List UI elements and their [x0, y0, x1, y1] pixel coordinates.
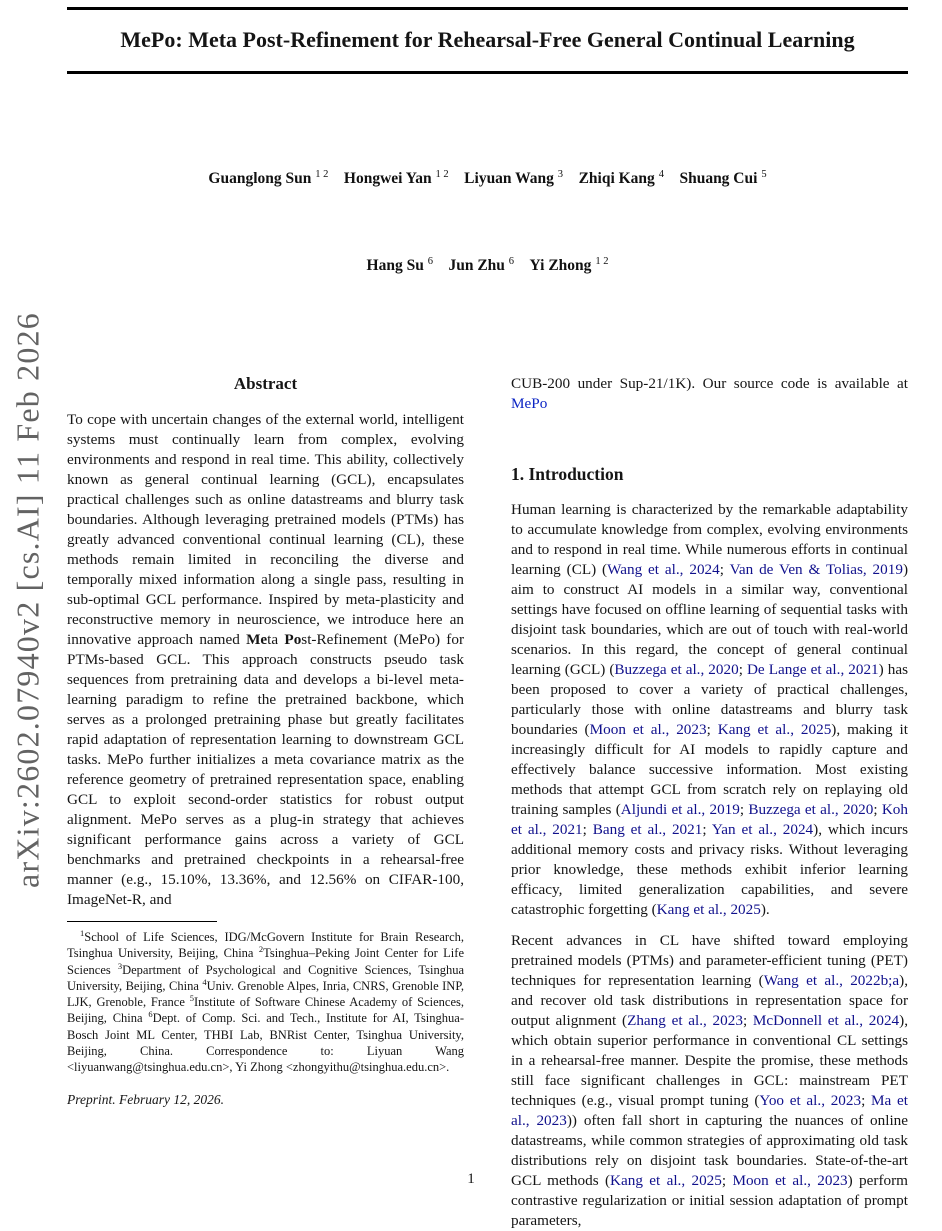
text-segment: ), which obtain superior performance in conventional CL settings in a rehearsal-free manner. Despite the promise, these methods still face significant challenges in GCL: mainstream PET techniques (e.g., visual prompt tuning ( — [511, 1011, 908, 1109]
right-column — [511, 372, 908, 1231]
superscript: 5 — [761, 168, 767, 180]
bold-text: Me — [246, 630, 268, 648]
superscript: 4 — [202, 976, 207, 987]
abstract-continuation-text — [511, 374, 908, 414]
citation-link[interactable]: Van de Ven & Tolias, 2019 — [729, 560, 903, 578]
text-segment: Institute of Software Chinese Academy of Sciences, Beijing, China — [67, 995, 465, 1026]
text-segment: ). — [760, 900, 770, 918]
citation-link[interactable]: Buzzega et al., 2020 — [748, 800, 874, 818]
citation-link[interactable]: Moon et al., 2023 — [732, 1171, 848, 1189]
arxiv-watermark: arXiv:2602.07940v2 [cs.AI] 11 Feb 2026 — [9, 312, 46, 888]
text-segment: Univ. Grenoble Alpes, Inria, CNRS, Grenoble INP, LJK, Grenoble, France — [67, 978, 465, 1010]
text-segment: Recent advances in CL have shifted toward employing pretrained models (PTMs) and parameter-efficient tuning (PET) techniques for representation learning ( — [511, 931, 908, 989]
superscript: 1 2 — [595, 255, 609, 267]
left-column — [67, 372, 464, 1231]
text-segment: ; — [739, 800, 749, 818]
citation-link[interactable]: De Lange et al., 2021 — [746, 660, 879, 678]
author-line-1 — [67, 164, 908, 193]
text-segment: ; — [702, 820, 712, 838]
bold-text: Po — [284, 630, 302, 648]
bold-text: Yi Zhong — [529, 256, 596, 274]
text-segment: School of Life Sciences, IDG/McGovern Institute for Brain Research, Tsinghua University, Beijing, China — [67, 930, 464, 961]
text-segment: )) often fall short in capturing the nuances of online datastreams, while common strategies of approximating old task distributions rely on disjoint task boundaries. State-of-the-art GCL methods ( — [511, 1111, 908, 1189]
title-rule-bottom — [67, 71, 908, 74]
bold-text: Jun Zhu — [448, 256, 509, 274]
preprint-note: Preprint. February 12, 2026. — [67, 1091, 224, 1107]
page-content — [67, 0, 908, 1231]
page-number: 1 — [467, 1171, 475, 1187]
citation-link[interactable]: Aljundi et al., 2019 — [620, 800, 740, 818]
citation-link[interactable]: McDonnell et al., 2024 — [752, 1011, 900, 1029]
text-segment: ; — [738, 660, 747, 678]
text-segment: ; — [721, 1171, 733, 1189]
text-segment: ; — [582, 820, 593, 838]
superscript: 3 — [557, 168, 564, 180]
superscript: 1 2 — [435, 168, 449, 180]
citation-link[interactable]: Ma et al., 2023 — [511, 1091, 908, 1129]
text-segment: ; — [742, 1011, 753, 1029]
citation-link[interactable]: Kang et al., 2025 — [656, 900, 761, 918]
affiliation-footnote — [67, 929, 464, 1076]
text-segment — [433, 257, 449, 274]
text-segment — [563, 170, 579, 187]
citation-link[interactable]: Yoo et al., 2023 — [759, 1091, 862, 1109]
superscript: 5 — [189, 993, 194, 1004]
text-segment: ; — [873, 800, 882, 818]
author-block — [67, 106, 908, 338]
superscript: 3 — [117, 960, 123, 971]
superscript: 6 — [508, 255, 515, 267]
citation-link[interactable]: Buzzega et al., 2020 — [614, 660, 739, 678]
bold-text: Hongwei Yan — [343, 169, 436, 187]
superscript: 1 2 — [315, 168, 329, 180]
citation-link[interactable]: Kang et al., 2025 — [717, 720, 832, 738]
text-segment — [664, 170, 680, 187]
abstract-text — [67, 410, 464, 910]
citation-link[interactable]: Moon et al., 2023 — [589, 720, 707, 738]
superscript: 2 — [258, 944, 264, 955]
intro-paragraph-1 — [511, 500, 908, 920]
citation-link[interactable]: Bang et al., 2021 — [592, 820, 703, 838]
text-segment: st-Refinement (MePo) for PTMs-based GCL. This approach constructs pseudo task sequences from pretraining data and develops a bi-level meta-learning paradigm to refine the pretrained backbone, which serves as a prolonged pretraining phase but greatly facilitates rapid adaptation of representation learning to downstream GCL tasks. MePo further initializes a meta covariance matrix as the reference geometry of pretrained representation space, enabling GCL to exploit second-order statistics for robust output alignment. MePo serves as a plug-in strategy that achieves significant performance gains across a variety of GCL benchmarks and pretrained checkpoints in a rehearsal-free manner (e.g., 15.10%, 13.36%, and 12.56% on CIFAR-100, ImageNet-R, and — [67, 630, 465, 908]
citation-link[interactable]: Koh et al., 2021 — [511, 800, 908, 838]
title-rule-top — [67, 7, 908, 10]
text-segment: Dept. of Comp. Sci. and Tech., Institute for AI, Tsinghua-Bosch Joint ML Center, THBI Lab, BNRist Center, Tsinghua University, Beijing, China. Correspondence to: Liyuan Wang <liyuanwang@tsinghua.edu.cn>, Yi Zhong <zhongyithu@tsinghua.edu.cn>. — [67, 1011, 464, 1075]
text-segment: ; — [861, 1091, 872, 1109]
citation-link[interactable]: Yan et al., 2024 — [711, 820, 814, 838]
text-segment — [449, 170, 465, 187]
superscript: 6 — [148, 1009, 153, 1020]
paper-title: MePo: Meta Post-Refinement for Rehearsal-Free General Continual Learning — [120, 27, 855, 52]
footnote-rule — [67, 921, 217, 923]
text-segment: Tsinghua–Peking Joint Center for Life Sciences — [67, 946, 464, 977]
citation-link[interactable]: Wang et al., 2022b;a — [763, 971, 900, 989]
text-segment: ), making it increasingly difficult for AI models to rapidly capture and effectively balance successive information. Most existing methods that attempt GCL from scratch rely on replaying old training samples ( — [511, 720, 908, 818]
bold-text: Guanglong Sun — [208, 169, 316, 187]
superscript: 6 — [427, 255, 433, 267]
text-segment: To cope with uncertain changes of the external world, intelligent systems must continually learn from complex, evolving environments and respond in real time. This ability, collectively known as general continual learning (GCL), encapsulates practical challenges such as online datastreams and blurry task boundaries. Although leveraging pretrained models (PTMs) has greatly advanced conventional continual learning (CL), these methods remain limited in reconciling the diverse and temporally mixed information along a single pass, resulting in sub-optimal GCL performance. Inspired by meta-plasticity and reconstructive memory in neuroscience, we introduce here an innovative approach named — [67, 410, 464, 648]
two-column-layout — [67, 372, 908, 1231]
bold-text: Liyuan Wang — [464, 169, 558, 187]
text-segment: ; — [706, 720, 718, 738]
text-segment: ) has been proposed to cover a variety of practical challenges, particularly those with online datastreams and blurry task boundaries ( — [511, 660, 908, 738]
bold-text: Shuang Cui — [679, 169, 762, 187]
section-heading-introduction: 1. Introduction — [511, 463, 624, 484]
text-segment: Human learning is characterized by the remarkable adaptability to accumulate knowledge from complex, evolving environments and to respond in real time. While numerous efforts in continual learning (CL) ( — [511, 500, 908, 578]
text-segment: Department of Psychological and Cognitive Sciences, Tsinghua University, Beijing, China — [67, 962, 464, 993]
text-segment: ta — [267, 630, 285, 648]
text-segment: CUB-200 under Sup-21/1K). Our source code is available at — [511, 374, 908, 392]
text-segment: ), which incurs additional memory costs and privacy risks. Without leveraging prior knowledge, these methods exhibit inferior learning efficacy, limited generalization capabilities, and severe catastrophic forgetting ( — [511, 820, 908, 918]
superscript: 4 — [658, 168, 664, 180]
text-segment: ; — [719, 560, 730, 578]
text-segment — [514, 257, 530, 274]
text-segment: ), and recover old task distributions in representation space for output alignment ( — [511, 971, 909, 1029]
text-segment — [328, 170, 344, 187]
citation-link[interactable]: Wang et al., 2024 — [607, 560, 720, 578]
hyperlink[interactable]: MePo — [511, 394, 548, 412]
citation-link[interactable]: Kang et al., 2025 — [610, 1171, 722, 1189]
bold-text: Hang Su — [366, 256, 428, 274]
author-line-2 — [67, 251, 908, 280]
superscript: 1 — [80, 927, 85, 938]
text-segment: ) aim to construct AI models in a similar way, conventional settings have focused on offline learning of sequential tasks with disjoint task boundaries, which are out of touch with real-world scenarios. In this regard, the concept of general continual learning (GCL) ( — [511, 560, 908, 678]
text-segment: ) perform contrastive regularization or initial session adaptation of prompt parameters, — [511, 1171, 908, 1229]
abstract-heading: Abstract — [233, 373, 298, 393]
citation-link[interactable]: Zhang et al., 2023 — [627, 1011, 743, 1029]
bold-text: Zhiqi Kang — [578, 169, 659, 187]
